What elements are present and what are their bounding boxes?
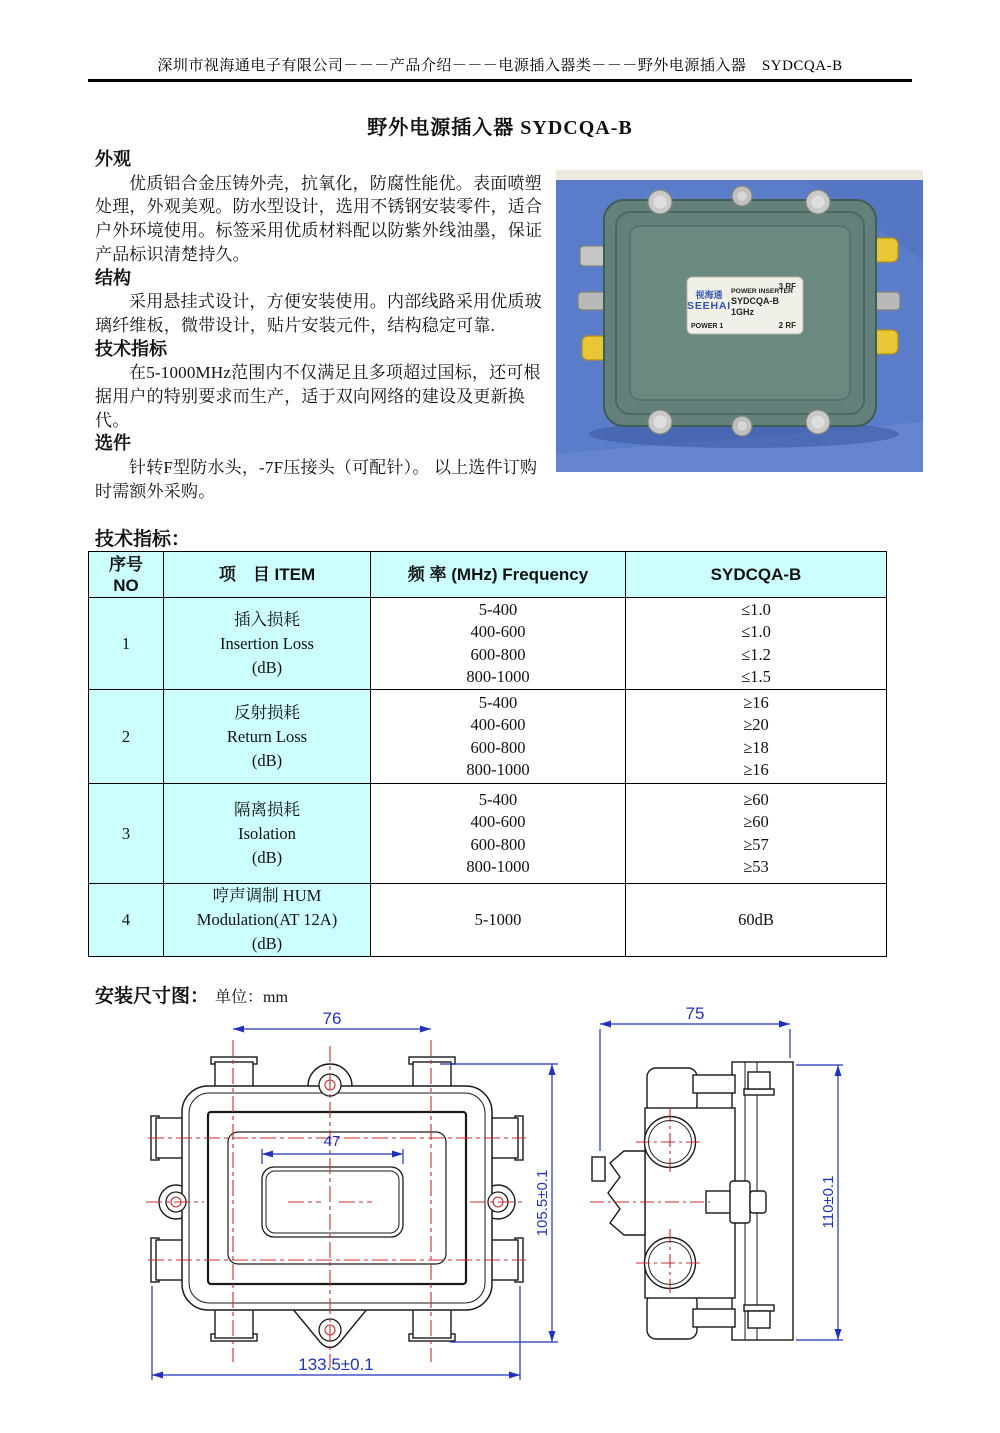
spec-table [88, 551, 887, 957]
row4-item-unit: (dB) [251, 934, 283, 953]
col-header-no-cn: 序号 [109, 554, 143, 574]
freq-line: 600-800 [470, 644, 526, 664]
table-row [89, 690, 887, 784]
label-port-power1: POWER 1 [691, 323, 724, 330]
value-line: ≥16 [743, 692, 769, 712]
value-line: ≤1.0 [741, 622, 771, 641]
row3-item-cn: 隔离损耗 [234, 799, 300, 819]
table-row [89, 884, 887, 957]
label-port-3rf: 3 RF [778, 282, 796, 291]
spec-header-row [89, 552, 887, 598]
value-line: ≥60 [743, 789, 769, 809]
table-row [89, 598, 887, 690]
row1-item [164, 598, 371, 690]
freq-line: 5-400 [478, 599, 518, 619]
row1-item-en: Insertion Loss [220, 633, 314, 653]
section-heading-structure: 结构 [95, 267, 131, 288]
spec-table-title: 技术指标： [95, 529, 191, 550]
drawing-unit-label: 单位：mm [215, 989, 288, 1006]
intro-sections [95, 148, 547, 504]
label-port-2rf: 2 RF [778, 321, 796, 330]
section-body-options: 针转F型防水头，-7F压接头（可配针）。 以上选件订购时需额外采购。 [95, 458, 538, 501]
row4-item [164, 884, 371, 957]
table-row [89, 784, 887, 884]
row3-item-en: Isolation [238, 823, 296, 843]
product-photo-svg [556, 170, 923, 472]
photo-top-band [556, 170, 923, 180]
row1-freqs [371, 598, 626, 690]
dim-label-47: 47 [323, 1133, 341, 1150]
label-product: POWER INSERTER [731, 288, 793, 295]
section-heading-appearance: 外观 [95, 149, 131, 169]
freq-line: 5-400 [478, 789, 518, 809]
header-divider [88, 79, 912, 82]
value-line: ≤1.5 [741, 667, 771, 686]
section-heading-options: 选件 [95, 433, 131, 454]
value-line: ≥16 [743, 760, 769, 779]
col-header-model: SYDCQA-B [626, 552, 887, 598]
label-brand-en: SEEHAI [687, 300, 731, 312]
dim-label-110: 110±0.1 [820, 1175, 837, 1229]
freq-line: 400-600 [470, 715, 526, 734]
freq-line: 800-1000 [466, 760, 530, 779]
col-header-no-en: NO [113, 575, 139, 595]
row3-item [164, 784, 371, 884]
section-body-structure: 采用悬挂式设计，方便安装使用。内部线路采用优质玻璃纤维板，微带设计，贴片安装元件，结构稳定可靠. [95, 292, 542, 335]
row2-item [164, 690, 371, 784]
device-label [687, 277, 803, 334]
side-body [592, 1062, 793, 1340]
row2-freqs [371, 690, 626, 784]
row3-no: 3 [89, 784, 164, 884]
section-heading-specs: 技术指标 [95, 338, 167, 359]
freq-line: 800-1000 [466, 667, 530, 686]
row1-item-unit: (dB) [251, 657, 283, 677]
label-model: SYDCQA-B [731, 296, 780, 306]
front-body [182, 1086, 492, 1310]
row1-no: 1 [89, 598, 164, 690]
value-line: ≥57 [743, 834, 769, 854]
row2-item-cn: 反射损耗 [234, 702, 300, 722]
value-line: 60dB [738, 909, 774, 929]
value-line: ≥20 [743, 715, 769, 734]
drawing-section-title [95, 981, 288, 1008]
row4-no: 4 [89, 884, 164, 957]
dim-label-75: 75 [685, 1005, 705, 1023]
row2-item-unit: (dB) [251, 750, 283, 770]
breadcrumb: 深圳市视海通电子有限公司－－－产品介绍－－－电源插入器类－－－野外电源插入器 SYDCQA-B [157, 58, 843, 74]
label-frequency: 1GHz [731, 307, 755, 317]
value-line: ≥60 [743, 812, 769, 831]
product-photo [556, 170, 923, 472]
freq-line: 5-400 [478, 692, 518, 712]
dim-label-133: 133.5±0.1 [298, 1355, 374, 1374]
row2-values [626, 690, 887, 784]
row1-item-cn: 插入损耗 [234, 609, 300, 629]
row4-freqs [371, 884, 626, 957]
row3-freqs [371, 784, 626, 884]
label-brand-cn: 视海通 [695, 290, 723, 300]
value-line: ≥18 [743, 737, 769, 757]
row4-values [626, 884, 887, 957]
row1-values [626, 598, 887, 690]
front-view-drawing [140, 1012, 570, 1410]
row2-no: 2 [89, 690, 164, 784]
freq-line: 400-600 [470, 622, 526, 641]
col-header-frequency: 频 率 (MHz) Frequency [371, 552, 626, 598]
row3-values [626, 784, 887, 884]
col-header-no [89, 552, 164, 598]
freq-line: 600-800 [470, 834, 526, 854]
row4-item-cn: 哼声调制 HUM [212, 886, 322, 905]
dim-label-76: 76 [322, 1012, 342, 1028]
page-title: 野外电源插入器 SYDCQA-B [367, 117, 633, 139]
col-header-item: 项 目 ITEM [164, 552, 371, 598]
value-line: ≥53 [743, 857, 769, 876]
drawing-title-text: 安装尺寸图： [95, 986, 210, 1007]
section-body-appearance: 优质铝合金压铸外壳，抗氧化，防腐性能优。表面喷塑处理，外观美观。防水型设计，选用不锈钢安装零件，适合户外环境使用。标签采用优质材料配以防紫外线油墨，保证产品标识清楚持久。 [95, 173, 543, 264]
side-view-drawing [590, 1005, 855, 1363]
row2-item-en: Return Loss [226, 726, 308, 746]
value-line: ≤1.0 [741, 599, 771, 619]
freq-line: 600-800 [470, 737, 526, 757]
dim-label-105: 105.5±0.1 [534, 1169, 551, 1237]
value-line: ≤1.2 [741, 644, 771, 664]
row4-item-en: Modulation(AT 12A) [196, 910, 338, 929]
freq-line: 400-600 [470, 812, 526, 831]
row3-item-unit: (dB) [251, 847, 283, 867]
section-body-specs: 在5-1000MHz范围内不仅满足且多项超过国标，还可根据用户的特别要求而生产，适于双向网络的建设及更新换代。 [95, 363, 541, 430]
freq-line: 5-1000 [474, 909, 522, 929]
freq-line: 800-1000 [466, 857, 530, 876]
